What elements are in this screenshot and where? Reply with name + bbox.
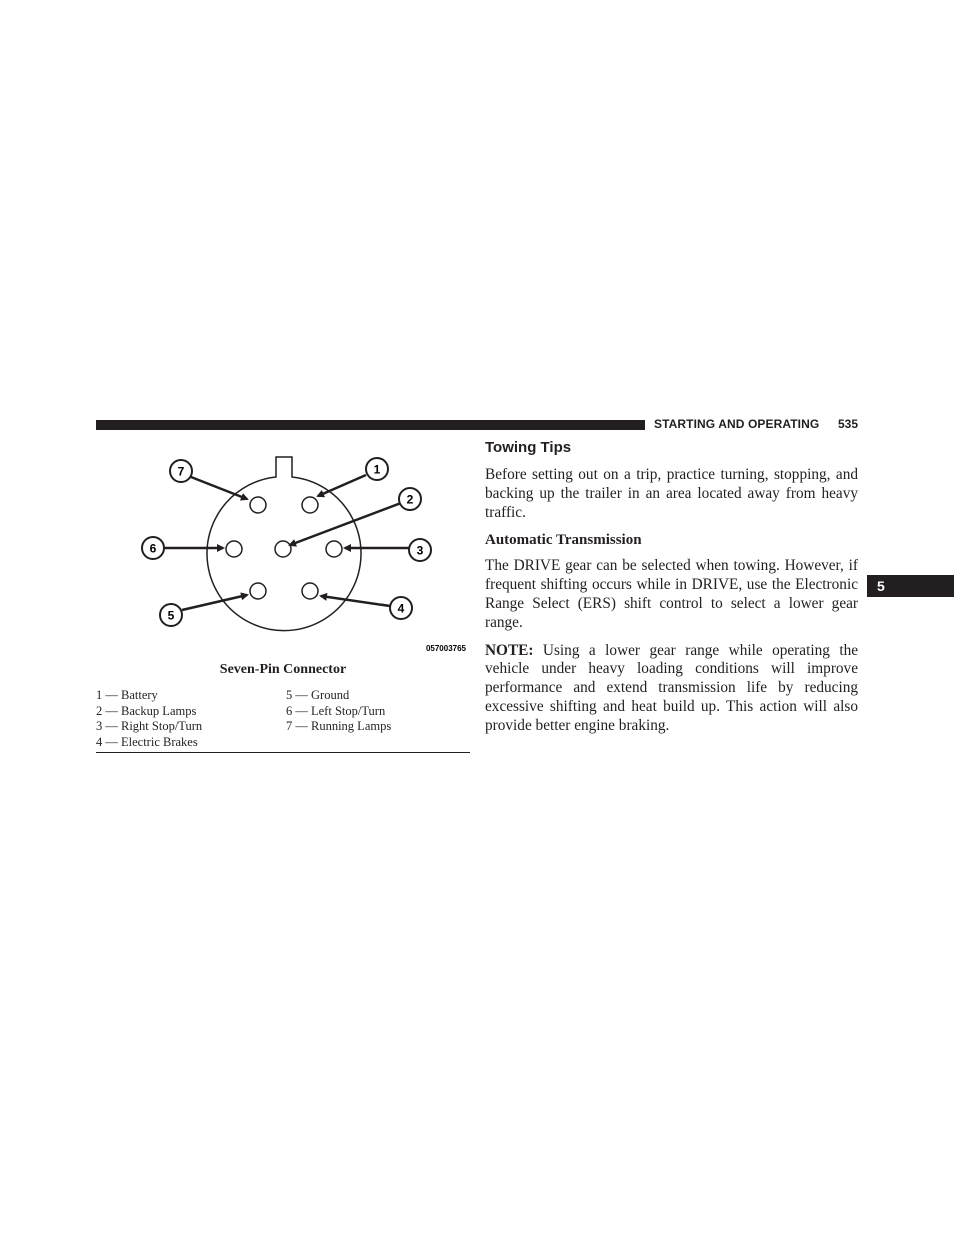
svg-text:6: 6 <box>149 541 157 556</box>
note-paragraph <box>485 642 858 736</box>
chapter-tab: 5 <box>867 575 954 597</box>
callout-5 <box>160 604 182 626</box>
header-rule <box>96 420 645 430</box>
legend-item: 1 — Battery <box>96 688 158 702</box>
pin-3 <box>326 541 342 557</box>
subheading: Automatic Transmission <box>485 532 642 549</box>
section-heading: Towing Tips <box>485 439 572 456</box>
paragraph-towing-tips: Before setting out on a trip, practice turning, stopping, and backing up the trailer in an area located away from heavy traffic. <box>485 466 858 521</box>
seven-pin-connector-diagram <box>96 440 470 660</box>
legend-item: 6 — Left Stop/Turn <box>286 703 386 718</box>
note-label: NOTE: <box>485 641 534 659</box>
running-header-section: STARTING AND OPERATING <box>654 417 820 431</box>
arrow-1 <box>318 475 366 496</box>
pin-7 <box>250 497 266 513</box>
svg-text:4: 4 <box>397 601 405 616</box>
pin-5 <box>250 583 266 599</box>
callout-6 <box>142 537 164 559</box>
legend-divider <box>96 752 470 753</box>
paragraph-transmission: The DRIVE gear can be selected when towing. However, if frequent shifting occurs while in DRIVE, use the Electronic Range Select (ERS) shift control to select a lower gear range. <box>485 557 858 631</box>
callout-4 <box>390 597 412 619</box>
legend-item: 2 — Backup Lamps <box>96 703 197 718</box>
svg-text:1: 1 <box>373 462 381 477</box>
svg-text:7: 7 <box>177 464 185 479</box>
main-text-column <box>485 438 858 745</box>
pin-4 <box>302 583 318 599</box>
svg-text:3: 3 <box>416 543 424 558</box>
note-text: Using a lower gear range while operating the vehicle under heavy loading conditions will improve performance and extend transmission life by reducing excessive shifting and heat build up. This action will also provide better engine braking. <box>485 641 859 734</box>
callout-3 <box>409 539 431 561</box>
callout-1 <box>366 458 388 480</box>
arrow-5 <box>182 595 247 610</box>
legend-item: 7 — Running Lamps <box>286 719 392 734</box>
callout-7 <box>170 460 192 482</box>
callout-2 <box>399 488 421 510</box>
legend-item: 5 — Ground <box>286 688 350 702</box>
pin-6 <box>226 541 242 557</box>
pin-1 <box>302 497 318 513</box>
arrow-4 <box>321 596 390 606</box>
legend-item: 4 — Electric Brakes <box>96 735 198 750</box>
page-number: 535 <box>838 417 859 431</box>
svg-text:2: 2 <box>406 492 414 507</box>
arrow-7 <box>191 477 247 499</box>
figure-caption: Seven-Pin Connector <box>219 662 347 677</box>
svg-text:5: 5 <box>167 608 175 623</box>
legend-item: 3 — Right Stop/Turn <box>96 719 203 734</box>
pin-2 <box>275 541 291 557</box>
figure-id: 057003765 <box>425 644 466 653</box>
